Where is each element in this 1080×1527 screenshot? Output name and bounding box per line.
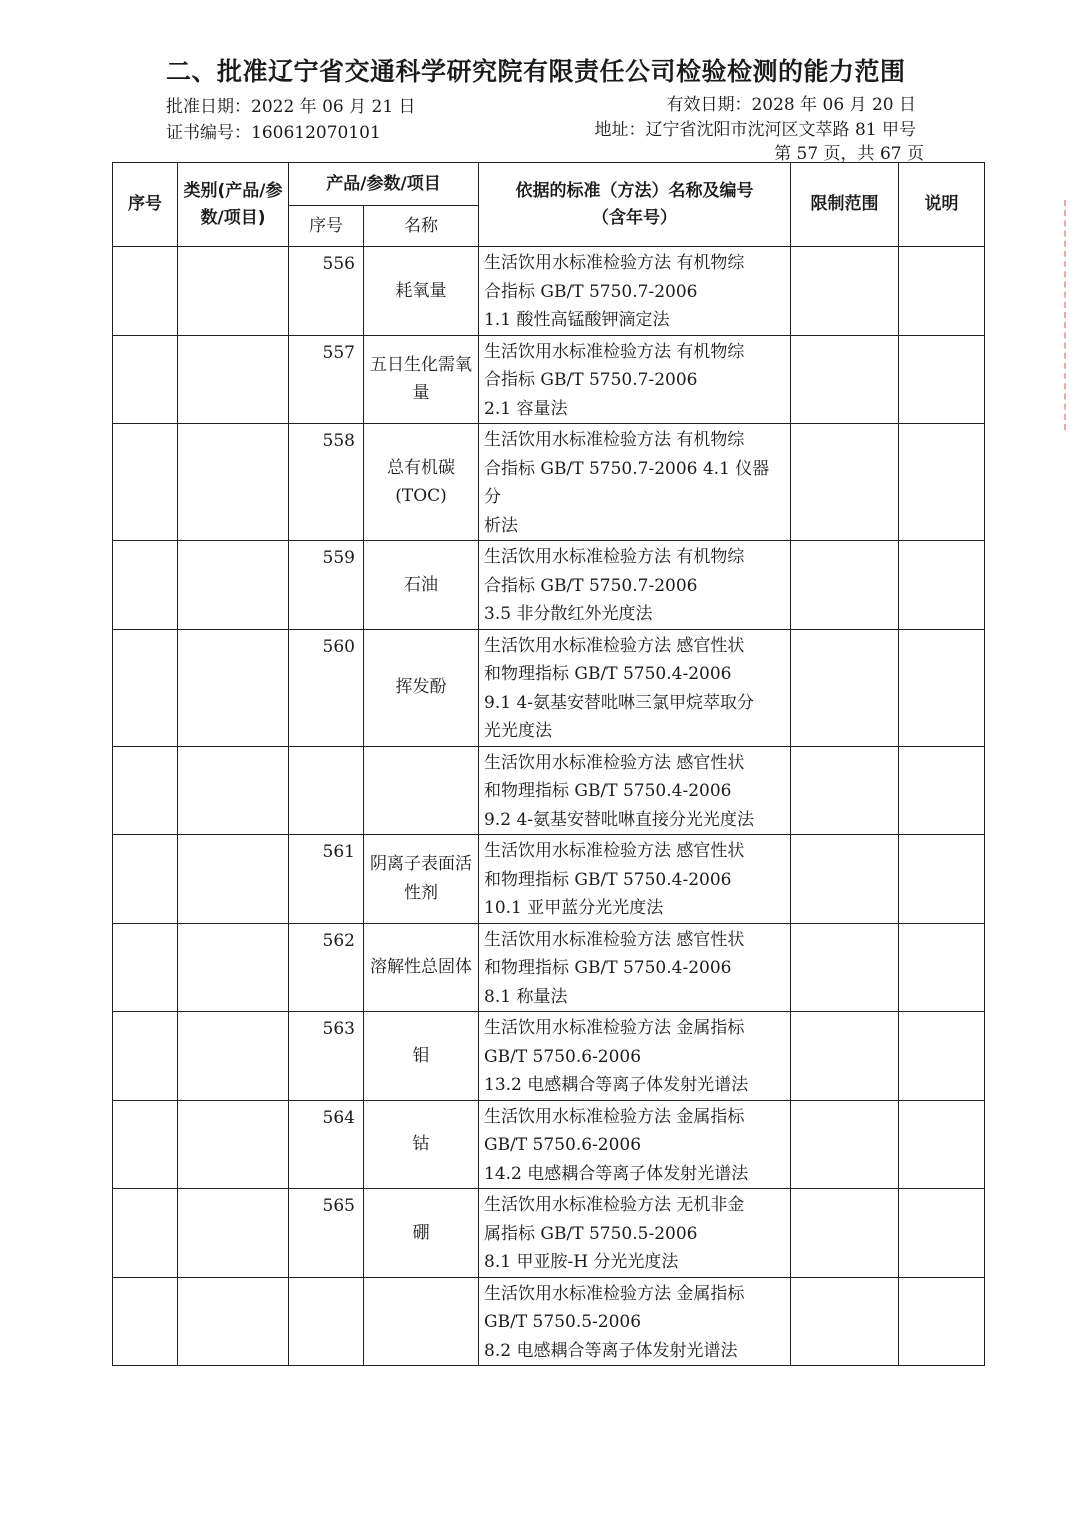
limit-cell [791,1277,899,1366]
table-row [113,835,985,924]
table-row [113,335,985,424]
seq-cell [113,1100,178,1189]
item-number: 565 [289,1189,364,1278]
note-cell [899,1189,985,1278]
table-row [113,1277,985,1366]
standard-line: 生活饮用水标准检验方法 有机物综 [484,430,745,450]
item-name: 钴 [364,1100,479,1189]
limit-cell [791,923,899,1012]
note-cell [899,746,985,835]
standard-line: 生活饮用水标准检验方法 金属指标 [484,1106,745,1127]
table-row [113,629,985,746]
item-number: 559 [289,541,364,630]
standard-cell [479,1100,791,1189]
standard-cell [479,1277,791,1366]
item-name: 钼 [364,1012,479,1101]
header-seq: 序号 [113,163,178,247]
standard-line: 生活饮用水标准检验方法 有机物综 [484,253,745,273]
standard-line: 1.1 酸性高锰酸钾滴定法 [484,310,670,330]
standard-line: 光光度法 [484,721,553,741]
table-row [113,424,985,541]
item-name [364,746,479,835]
standard-cell [479,835,791,924]
standard-line: 和物理指标 GB/T 5750.4-2006 [484,664,732,684]
red-seal-mark [1064,200,1080,430]
capability-table [112,162,985,1366]
category-cell [178,247,289,336]
standard-cell [479,1189,791,1278]
limit-cell [791,835,899,924]
certificate-number: 证书编号：160612070101 [166,123,381,143]
seq-cell [113,1189,178,1278]
header-category: 类别(产品/参数/项目) [178,163,289,247]
category-cell [178,335,289,424]
valid-date: 有效日期：2028 年 06 月 20 日 [666,95,916,115]
item-number: 558 [289,424,364,541]
note-cell [899,629,985,746]
table-row [113,746,985,835]
limit-cell [791,335,899,424]
item-name: 挥发酚 [364,629,479,746]
note-cell [899,1277,985,1366]
standard-line: 生活饮用水标准检验方法 有机物综 [484,547,745,567]
standard-line: 生活饮用水标准检验方法 感官性状 [484,841,745,861]
item-name: 阴离子表面活性剂 [364,835,479,924]
note-cell [899,541,985,630]
approval-date: 批准日期：2022 年 06 月 21 日 [166,97,416,117]
note-cell [899,1012,985,1101]
item-number [289,1277,364,1366]
note-cell [899,1100,985,1189]
seq-cell [113,923,178,1012]
item-number: 556 [289,247,364,336]
standard-line: 和物理指标 GB/T 5750.4-2006 [484,781,732,801]
seq-cell [113,541,178,630]
item-name: 溶解性总固体 [364,923,479,1012]
table-row [113,1189,985,1278]
standard-cell [479,541,791,630]
category-cell [178,1277,289,1366]
standard-line: 8.1 甲亚胺-H 分光光度法 [484,1252,679,1272]
seq-cell [113,424,178,541]
item-number: 564 [289,1100,364,1189]
standard-cell [479,247,791,336]
category-cell [178,629,289,746]
note-cell [899,247,985,336]
standard-line: 析法 [484,515,519,536]
header-product: 产品/参数/项目 [289,163,479,206]
item-number: 561 [289,835,364,924]
limit-cell [791,629,899,746]
standard-cell [479,923,791,1012]
standard-line: 和物理指标 GB/T 5750.4-2006 [484,869,732,890]
category-cell [178,835,289,924]
limit-cell [791,1189,899,1278]
standard-line: 合指标 GB/T 5750.7-2006 [484,281,698,302]
item-number: 560 [289,629,364,746]
standard-line: 生活饮用水标准检验方法 有机物综 [484,341,745,362]
standard-line: 14.2 电感耦合等离子体发射光谱法 [484,1163,749,1184]
header-standard: 依据的标准（方法）名称及编号（含年号） [479,163,791,247]
page-title: 二、批准辽宁省交通科学研究院有限责任公司检验检测的能力范围 [166,57,906,86]
item-name: 石油 [364,541,479,630]
item-number: 557 [289,335,364,424]
category-cell [178,923,289,1012]
table-row [113,1100,985,1189]
standard-line: 属指标 GB/T 5750.5-2006 [484,1223,698,1244]
category-cell [178,746,289,835]
table-row [113,923,985,1012]
item-name: 总有机碳 (TOC) [364,424,479,541]
category-cell [178,424,289,541]
standard-line: 合指标 GB/T 5750.7-2006 [484,575,698,596]
note-cell [899,424,985,541]
standard-line: 9.2 4-氨基安替吡啉直接分光光度法 [484,809,755,830]
standard-line: 生活饮用水标准检验方法 感官性状 [484,929,745,950]
item-name: 耗氧量 [364,247,479,336]
seq-cell [113,247,178,336]
seq-cell [113,629,178,746]
header-note: 说明 [899,163,985,247]
standard-line: 生活饮用水标准检验方法 感官性状 [484,635,745,656]
standard-cell [479,746,791,835]
standard-line: GB/T 5750.6-2006 [484,1135,642,1155]
item-number: 563 [289,1012,364,1101]
standard-line: GB/T 5750.6-2006 [484,1046,642,1067]
seq-cell [113,1277,178,1366]
table-row [113,1012,985,1101]
standard-line: GB/T 5750.5-2006 [484,1312,642,1332]
limit-cell [791,247,899,336]
item-name [364,1277,479,1366]
standard-line: 合指标 GB/T 5750.7-2006 4.1 仪器分 [484,458,770,507]
seq-cell [113,746,178,835]
standard-cell [479,629,791,746]
limit-cell [791,1100,899,1189]
limit-cell [791,1012,899,1101]
item-name: 硼 [364,1189,479,1278]
limit-cell [791,746,899,835]
header-sub-seq: 序号 [289,206,364,247]
limit-cell [791,541,899,630]
standard-line: 2.1 容量法 [484,398,568,419]
standard-line: 合指标 GB/T 5750.7-2006 [484,370,698,390]
category-cell [178,1012,289,1101]
item-number: 562 [289,923,364,1012]
standard-line: 9.1 4-氨基安替吡啉三氯甲烷萃取分 [484,692,755,713]
address: 地址：辽宁省沈阳市沈河区文萃路 81 甲号 [594,120,916,140]
category-cell [178,541,289,630]
standard-line: 13.2 电感耦合等离子体发射光谱法 [484,1075,749,1095]
page-number: 第 57 页，共 67 页 [774,144,924,164]
standard-line: 生活饮用水标准检验方法 金属指标 [484,1283,745,1304]
standard-line: 3.5 非分散红外光度法 [484,604,653,624]
category-cell [178,1189,289,1278]
category-cell [178,1100,289,1189]
seq-cell [113,335,178,424]
limit-cell [791,424,899,541]
standard-cell [479,1012,791,1101]
standard-line: 10.1 亚甲蓝分光光度法 [484,898,664,918]
seq-cell [113,835,178,924]
table-row [113,541,985,630]
standard-line: 生活饮用水标准检验方法 无机非金 [484,1195,745,1215]
header-limit: 限制范围 [791,163,899,247]
item-name: 五日生化需氧量 [364,335,479,424]
item-number [289,746,364,835]
table-row [113,247,985,336]
standard-line: 8.2 电感耦合等离子体发射光谱法 [484,1340,738,1361]
standard-cell [479,424,791,541]
standard-line: 生活饮用水标准检验方法 金属指标 [484,1018,745,1038]
standard-cell [479,335,791,424]
note-cell [899,835,985,924]
note-cell [899,335,985,424]
seq-cell [113,1012,178,1101]
standard-line: 8.1 称量法 [484,986,568,1007]
standard-line: 生活饮用水标准检验方法 感官性状 [484,752,745,773]
header-sub-name: 名称 [364,206,479,247]
note-cell [899,923,985,1012]
standard-line: 和物理指标 GB/T 5750.4-2006 [484,958,732,978]
